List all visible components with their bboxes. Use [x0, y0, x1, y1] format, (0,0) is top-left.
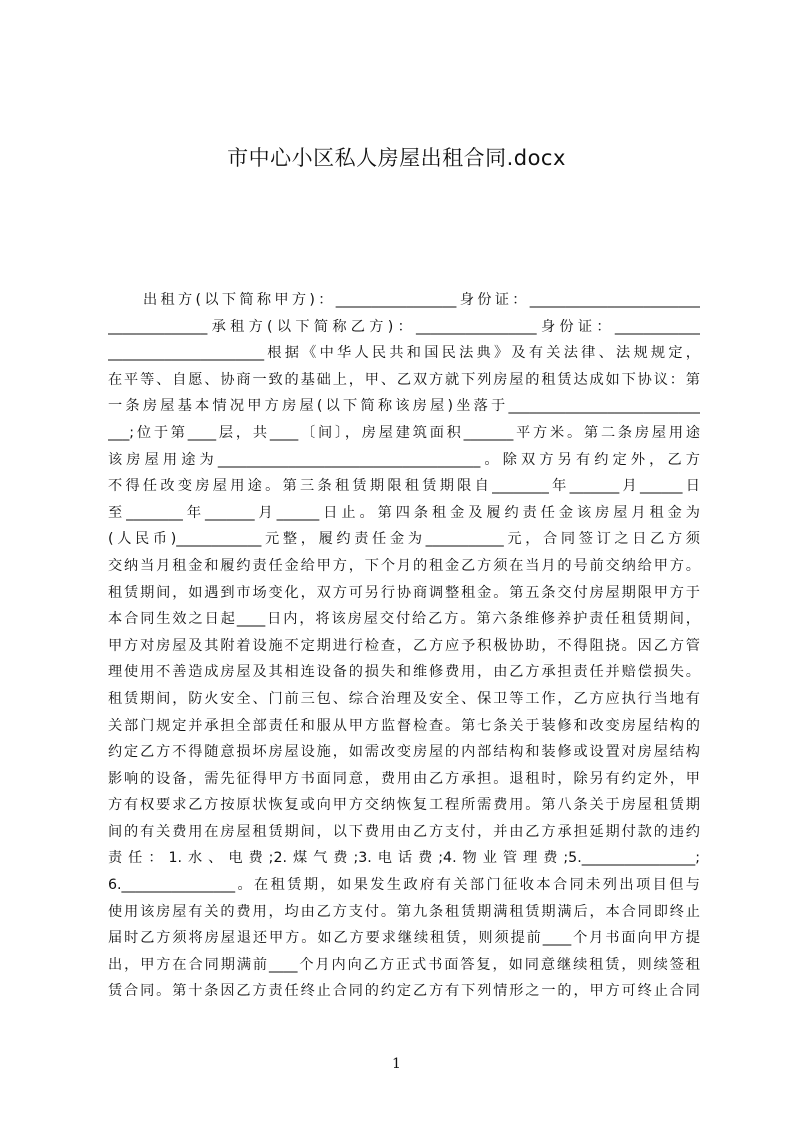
body-line: 出租方(以下简称甲方)：_________________身份证：________________________ — [108, 292, 700, 308]
body-line: 约定乙方不得随意损坏房屋设施，如需改变房屋的内部结构和装修或设置对房屋结构 — [108, 744, 700, 761]
body-line: 在平等、自愿、协商一致的基础上，甲、乙双方就下列房屋的租赁达成如下协议：第 — [108, 371, 700, 388]
contract-body — [108, 287, 700, 1005]
body-line: 交纳当月租金和履约责任金给甲方，下个月的租金乙方须在当月的号前交纳给甲方。 — [108, 557, 700, 574]
body-line: 届时乙方须将房屋退还甲方。如乙方要求继续租赁，则须提前____个月书面向甲方提 — [108, 930, 700, 947]
body-line: 该房屋用途为_____________________________________。除双方另有约定外，乙方 — [108, 451, 700, 468]
body-line: 影响的设备，需先征得甲方书面同意，费用由乙方承担。退租时，除另有约定外，甲 — [108, 770, 700, 787]
document-title: 市中心小区私人房屋出租合同.docx — [227, 146, 566, 170]
body-line: ______________承租方(以下简称乙方)：_________________身份证：____________ — [108, 318, 700, 335]
body-line: 租赁期间，防火安全、门前三包、综合治理及安全、保卫等工作，乙方应执行当地有 — [108, 690, 700, 707]
body-line: 使用该房屋有关的费用，均由乙方支付。第九条租赁期满租赁期满后，本合同即终止 — [108, 903, 700, 920]
body-line: 本合同生效之日起____日内，将该房屋交付给乙方。第六条维修养护责任租赁期间， — [108, 611, 700, 628]
body-line: 一条房屋基本情况甲方房屋(以下简称该房屋)坐落于___________________________ — [108, 398, 700, 415]
body-line: 6.________________。在租赁期，如果发生政府有关部门征收本合同未列出项目但与 — [108, 877, 700, 894]
body-line: 至________年_______月______日止。第四条租金及履约责任金该房屋月租金为 — [108, 504, 700, 521]
body-line: 间的有关费用在房屋租赁期间，以下费用由乙方支付，并由乙方承担延期付款的违约 — [108, 823, 700, 840]
body-line: 租赁期间，如遇到市场变化，双方可另行协商调整租金。第五条交付房屋期限甲方于 — [108, 584, 700, 601]
body-line: (人民币)____________元整，履约责任金为___________元，合同签订之日乙方须 — [108, 531, 700, 548]
body-line: 关部门规定并承担全部责任和服从甲方监督检查。第七条关于装修和改变房屋结构的 — [108, 717, 700, 734]
body-line: 出，甲方在合同期满前____个月内向乙方正式书面答复，如同意继续租赁，则续签租 — [108, 956, 700, 973]
body-line: 理使用不善造成房屋及其相连设备的损失和维修费用，由乙方承担责任并赔偿损失。 — [108, 664, 700, 681]
body-line: 责任：1.水、电费;2.煤气费;3.电话费;4.物业管理费;5.________________; — [108, 850, 700, 867]
body-line: 方有权要求乙方按原状恢复或向甲方交纳恢复工程所需费用。第八条关于房屋租赁期 — [108, 797, 700, 814]
body-line: ______________________根据《中华人民共和国民法典》及有关法律、法规规定， — [108, 345, 700, 362]
page-number: 1 — [392, 1056, 401, 1072]
body-line: ___;位于第____层，共____〔间〕，房屋建筑面积_______平方米。第二条房屋用途 — [108, 424, 700, 441]
body-line: 甲方对房屋及其附着设施不定期进行检查，乙方应予积极协助，不得阻挠。因乙方管 — [108, 637, 700, 654]
body-line: 不得任改变房屋用途。第三条租赁期限租赁期限自________年_______月______日 — [108, 478, 700, 495]
body-line: 赁合同。第十条因乙方责任终止合同的约定乙方有下列情形之一的，甲方可终止合同 — [108, 983, 700, 1000]
